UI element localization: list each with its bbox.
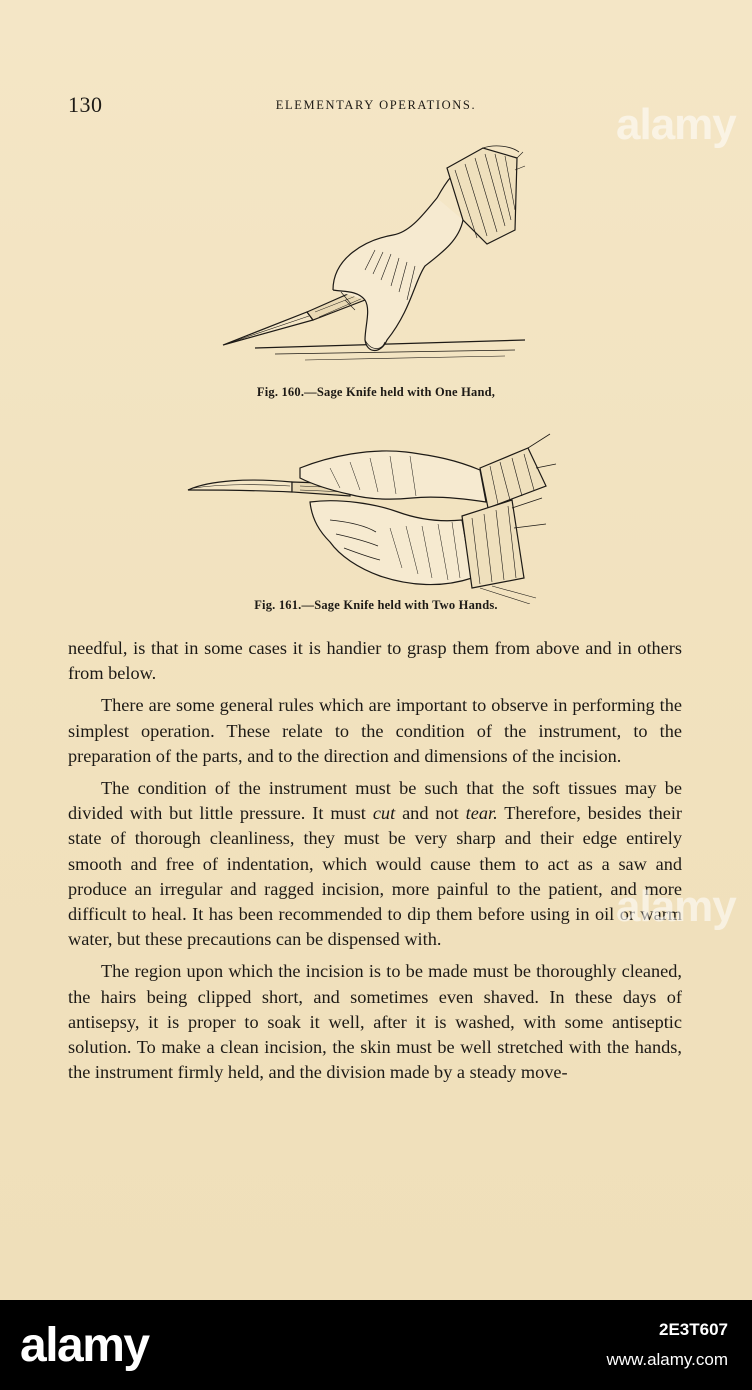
watermark-top: alamy <box>616 100 736 149</box>
figure-161-illustration <box>180 428 560 604</box>
page-number: 130 <box>68 92 103 117</box>
paragraph-3-part-a: The condition of the instrument must be such that the soft tissues may be divided with but little pressure. It must <box>68 778 682 824</box>
figure-160-illustration <box>215 140 535 370</box>
paragraph-3-part-c: Therefore, besides their state of thorough cleanliness, they must be very sharp and their edge entirely smooth and free of indentation, which would cause them to act as a saw and produce an irregular and ragged incision, more painful to the patient, and more difficult to heal. It has been recommended to dip them before using in oil or warm water, but these precautions can be dispensed with. <box>68 803 683 950</box>
paragraph-3 <box>68 776 682 952</box>
site-url: www.alamy.com <box>606 1350 728 1369</box>
emphasis-cut: cut <box>372 803 396 824</box>
alamy-logo: alamy <box>20 1319 149 1372</box>
paragraph-1: needful, is that in some cases it is handier to grasp them from above and in others from below. <box>68 638 682 684</box>
figure-161-caption: Fig. 161.—Sage Knife held with Two Hands. <box>254 598 498 612</box>
stock-footer-bar <box>0 1300 752 1390</box>
figure-160-caption: Fig. 160.—Sage Knife held with One Hand, <box>256 385 496 399</box>
page-header <box>68 92 684 122</box>
emphasis-tear: tear. <box>465 803 498 824</box>
running-head: ELEMENTARY OPERATIONS. <box>275 98 477 112</box>
paragraph-3-part-b: and not <box>395 803 466 824</box>
body-text <box>68 636 682 1092</box>
image-id: 2E3T607 <box>659 1320 728 1339</box>
watermark-middle: alamy <box>616 882 736 931</box>
paragraph-4: The region upon which the incision is to be made must be thoroughly cleaned, the hairs being clipped short, and sometimes even shaved. In these days of antisepsy, it is proper to soak it well, after it is washed, with some antiseptic solution. To make a clean incision, the skin must be well stretched with the hands, the instrument firmly held, and the division made by a steady move- <box>68 961 682 1083</box>
paragraph-2: There are some general rules which are important to observe in performing the simplest operation. These relate to the condition of the instrument, to the preparation of the parts, and to the direction and dimensions of the incision. <box>68 695 682 766</box>
